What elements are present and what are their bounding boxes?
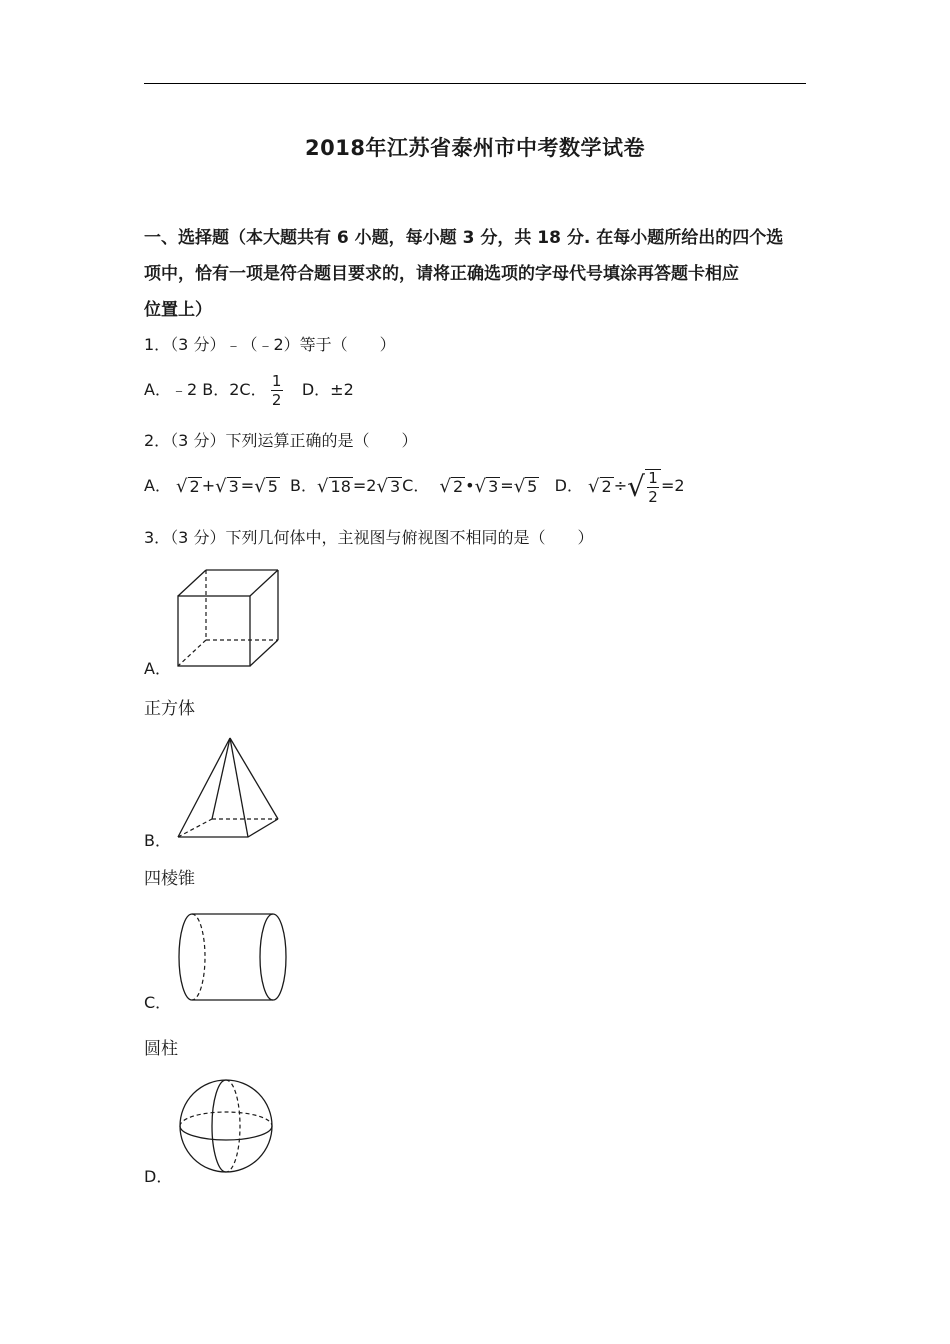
q1-option-d: D．±2 [301, 380, 354, 399]
cube-drawing-icon [170, 566, 282, 670]
q2-b-equals-2: =2 [352, 476, 377, 495]
exam-title: 2018年江苏省泰州市中考数学试卷 [305, 136, 645, 160]
question-3-stem: 3．（3 分）下列几何体中，主视图与俯视图不相同的是（ ） [144, 528, 594, 547]
header-rule [144, 83, 806, 84]
q2-b-sqrt-1: √ 18 [317, 475, 351, 497]
q2-d-sqrt-frac: √ $\frac{1}{2}$ [627, 469, 661, 505]
q3-option-a-label: A． [144, 659, 171, 678]
q2-c-equals: = [500, 476, 514, 495]
section-1-heading [144, 220, 808, 328]
q1-c-numerator: 1 [271, 372, 282, 390]
cylinder-drawing-icon [175, 910, 291, 1004]
q3-option-c-label: C． [144, 993, 172, 1012]
sphere-drawing-icon [176, 1076, 276, 1176]
question-2-stem: 2．（3 分）下列运算正确的是（ ） [144, 431, 418, 450]
q2-c-sqrt-1: √ 2 [439, 475, 464, 497]
square-pyramid-drawing-icon [174, 733, 284, 843]
q2-option-a-label: A． [144, 476, 171, 495]
q2-option-c-label: C． [402, 476, 430, 495]
question-1-stem: 1．（3 分）﹣（﹣2）等于（ ） [144, 335, 396, 354]
q2-d-sqrt-1: √ 2 [588, 475, 612, 497]
q3-option-d-label: D． [144, 1167, 173, 1186]
q1-option-c-fraction [271, 373, 283, 408]
q1-option-a: A．﹣2 [144, 380, 198, 399]
q3-option-b-caption: 四棱锥 [144, 869, 195, 889]
q2-b-sqrt-2: √ 3 [376, 475, 401, 497]
q1-option-c: C． [239, 380, 267, 399]
q3-option-c-caption: 圆柱 [144, 1039, 178, 1059]
q2-d-numerator: 1 [648, 468, 658, 487]
q3-option-a-caption: 正方体 [144, 699, 195, 719]
q2-option-b-label: B． [290, 476, 318, 495]
q3-option-b-label: B． [144, 831, 171, 850]
q2-a-sqrt-3: √ 5 [254, 475, 278, 497]
question-1-options [144, 372, 354, 408]
q2-d-denominator: 2 [648, 487, 658, 506]
section-1-heading-line-3: 位置上） [144, 300, 212, 320]
q2-d-divide: ÷ [613, 476, 628, 495]
q1-c-denominator: 2 [271, 391, 282, 409]
q2-c-dot: • [465, 476, 475, 495]
question-2-options [144, 466, 685, 506]
q1-option-b: B．2 [202, 380, 240, 399]
section-1-heading-line-2: 项中，恰有一项是符合题目要求的，请将正确选项的字母代号填涂再答题卡相应 [144, 264, 739, 284]
q2-c-sqrt-2: √ 3 [474, 475, 499, 497]
q2-option-d-label: D． [554, 476, 583, 495]
section-1-heading-line-1: 一、选择题（本大题共有 6 小题，每小题 3 分，共 18 分. 在每小题所给出的四个选 [144, 228, 784, 248]
q2-a-equals: = [240, 476, 255, 495]
q2-a-sqrt-1: √ 2 [176, 475, 200, 497]
q2-a-sqrt-2: √ 3 [215, 475, 239, 497]
q2-a-plus: + [201, 476, 216, 495]
q2-d-equals-2: =2 [660, 476, 685, 495]
q2-c-sqrt-3: √ 5 [513, 475, 538, 497]
